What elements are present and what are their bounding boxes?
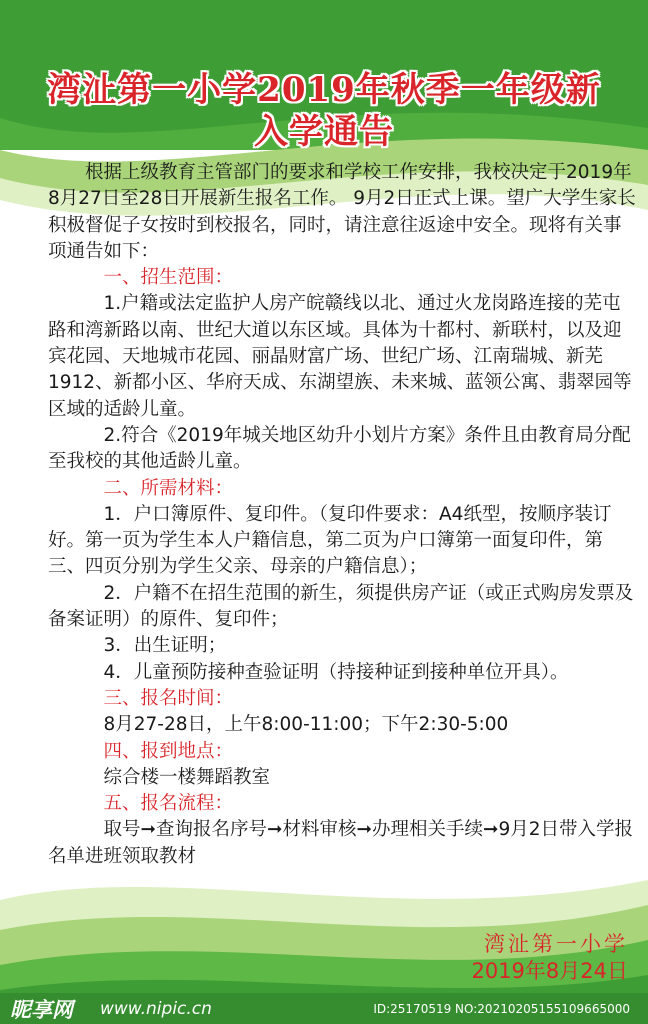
material-item-4: 4．儿童预防接种查验证明（持接种证到接种单位开具）。	[103, 661, 569, 683]
notice-title-line2: 入学通告	[254, 112, 394, 152]
signature-date: 2019年8月24日	[471, 959, 628, 983]
process-text: 取号➞查询报名序号➞材料审核➞办理相关手续➞9月2日带入学报名单进班领取教材	[48, 819, 634, 867]
registration-time-text: 8月27-28日，上午8:00-11:00；下午2:30-5:00	[103, 714, 509, 736]
material-item-1: 1．户口簿原件、复印件。（复印件要求：A4纸型，按顺序装订好。第一页为学生本人户籍信息，第二页为户口簿第一面复印件，第三、四页分别为学生父亲、母亲的户籍信息）；	[48, 503, 612, 578]
section-process-title: 五、报名流程：	[103, 793, 234, 815]
material-item-3: 3．出生证明；	[103, 635, 227, 657]
watermark-logo: 昵享网	[10, 997, 73, 1022]
intro-paragraph: 根据上级教育主管部门的要求和学校工作安排，我校决定于2019年8月27日至28日开展新生报名工作。 9月2日正式上课。望广大学生家长积极督促子女按时到校报名，同时，请注意往返途中安全。现将有关事项通告如下：	[48, 162, 636, 262]
material-item-2: 2．户籍不在招生范围的新生，须提供房产证（或正式购房发票及备案证明）的原件、复印件；	[48, 582, 634, 631]
section-location-title: 四、报到地点：	[103, 740, 234, 762]
watermark-url: www.nipic.cn	[100, 998, 212, 1019]
signature-school: 湾沚第一小学	[484, 932, 628, 956]
section-materials-title: 二、所需材料：	[103, 477, 234, 499]
notice-body	[48, 160, 636, 870]
section-enrollment-scope-title: 一、招生范围：	[103, 267, 234, 289]
watermark-id: ID:25170519 NO:20210205155109665000	[373, 1001, 630, 1016]
scope-item-2: 2.符合《2019年城关地区幼升小划片方案》条件且由教育局分配至我校的其他适龄儿童。	[48, 424, 631, 473]
location-text: 综合楼一楼舞蹈教室	[103, 766, 271, 788]
section-registration-time-title: 三、报名时间：	[103, 687, 234, 709]
scope-item-1: 1.户籍或法定监护人房产皖赣线以北、通过火龙岗路连接的芜屯路和湾新路以南、世纪大道以东区域。具体为十都村、新联村，以及迎宾花园、天地城市花园、丽晶财富广场、世纪广场、江南瑞城、新芜1912、新都小区、华府天成、东湖望族、未来城、蓝领公寓、翡翠园等区域的适龄儿童。	[48, 293, 632, 420]
notice-title-line1: 湾沚第一小学2019年秋季一年级新	[47, 70, 601, 110]
